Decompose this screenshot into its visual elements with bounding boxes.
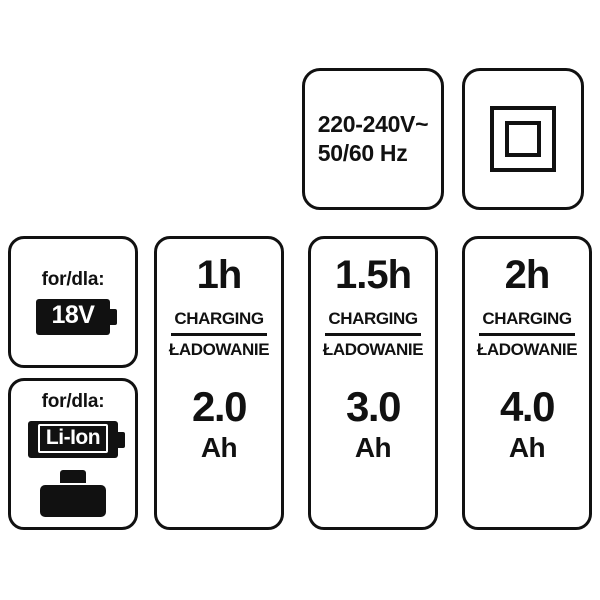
battery-pack-icon [40, 470, 106, 517]
battery-chemistry-icon [28, 421, 118, 457]
battery-pack-body [40, 485, 106, 517]
battery-chemistry-prefix: for/dla: [41, 391, 105, 413]
mains-voltage-text: 220-240V~ [317, 110, 429, 137]
power-input-card [302, 68, 444, 210]
charging-label-pl: ŁADOWANIE [476, 340, 578, 359]
charging-card [154, 236, 284, 530]
charging-card [308, 236, 438, 530]
charging-label-en: CHARGING [328, 309, 418, 328]
charging-label-en: CHARGING [174, 309, 264, 328]
charging-label-pl: ŁADOWANIE [168, 340, 270, 359]
battery-chemistry-value: Li-Ion [38, 424, 108, 452]
charging-time: 1.5h [334, 253, 412, 297]
charging-label-pl: ŁADOWANIE [322, 340, 424, 359]
battery-capacity-value: 2.0 [192, 383, 246, 430]
card-divider [325, 333, 421, 336]
battery-capacity-unit: Ah [354, 432, 392, 463]
battery-pack-top [60, 470, 86, 483]
charging-time: 2h [504, 253, 550, 297]
power-input-lines [318, 110, 428, 169]
battery-voltage-card [8, 236, 138, 368]
battery-capacity-unit: Ah [508, 432, 546, 463]
battery-icon [36, 299, 111, 335]
charging-card [462, 236, 592, 530]
charging-time: 1h [196, 253, 242, 297]
charging-label-en: CHARGING [482, 309, 572, 328]
battery-capacity-value: 4.0 [500, 383, 554, 430]
battery-capacity-unit: Ah [200, 432, 238, 463]
battery-voltage-prefix: for/dla: [41, 269, 105, 291]
double-insulation-inner-square [505, 121, 541, 157]
mains-frequency-text: 50/60 Hz [317, 140, 408, 166]
card-divider [479, 333, 575, 336]
battery-chemistry-card [8, 378, 138, 530]
battery-capacity-value: 3.0 [346, 383, 400, 430]
protection-class-card [462, 68, 584, 210]
battery-voltage-value: 18V [51, 301, 95, 330]
card-divider [171, 333, 267, 336]
double-insulation-class-ii-icon [490, 106, 556, 172]
